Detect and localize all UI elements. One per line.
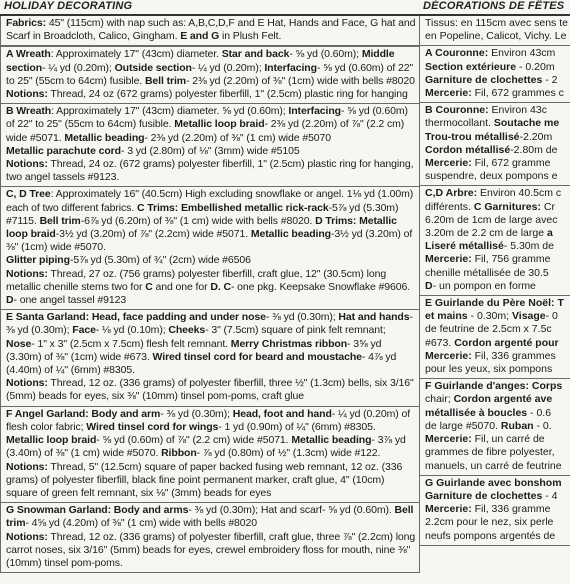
text: grammes de fibre polyester, xyxy=(425,446,555,459)
fr-line xyxy=(425,227,570,240)
text: Garniture de clochettes xyxy=(425,73,543,86)
text: Hat and hands xyxy=(338,311,410,324)
fr-line xyxy=(425,267,570,280)
notions-label: Notions: xyxy=(6,377,48,390)
text: Mercerie: xyxy=(425,349,472,362)
text: - 5.30m de xyxy=(503,240,554,253)
text: Fil, 672 gramme xyxy=(471,157,551,170)
text: 3.20m de 2.2 cm de large xyxy=(425,227,547,240)
text: Cordon argenté ave xyxy=(453,393,553,406)
text: D Trims: Metallic loop braid xyxy=(6,214,397,241)
fr-line xyxy=(425,516,570,529)
text: - 3⅞ yd (3.40m) of ⅜" (1 cm) wide #5070. xyxy=(6,434,406,460)
text: Environ 40.5cm c xyxy=(477,187,562,200)
text: - 3⅝ yd (3.30m) of ⅜" (1cm) wide #673. xyxy=(6,337,382,363)
text: - 4 xyxy=(542,489,558,502)
fr-block-b xyxy=(419,103,570,186)
fr-line xyxy=(425,350,570,363)
notions-text: Thread, 12 oz. (336 grams) of polyester fiberfill, craft glue, three ⅞" (2.2cm) long carrot noses, six 3/16" (5mm) beads for eyes, crewel embroidery floss for mouth, nine ⅜" (10mm) tinsel pom-poms. xyxy=(6,530,416,569)
text: Wired tinsel cord for beard and moustache xyxy=(152,350,362,363)
fr-line xyxy=(425,420,570,433)
text: Ribbon xyxy=(161,447,197,460)
text: Wired tinsel cord for wings xyxy=(86,420,219,433)
fr-line xyxy=(425,144,570,157)
text: Fil, 756 gramme xyxy=(471,253,551,266)
text: Visage xyxy=(511,310,546,323)
text: Liseré métallisé xyxy=(425,240,504,253)
text: et mains xyxy=(425,310,468,323)
text: Bell trim xyxy=(6,504,414,530)
text: Middle section xyxy=(6,48,395,74)
text: : Approximately 16" (40.5cm) High excluding snowflake or angel. 1⅛ yd (1.00m) each of two different fabrics. xyxy=(6,188,414,214)
text: - 2 xyxy=(542,73,558,86)
text: neufs pompons argentés de xyxy=(425,529,556,542)
fr-line xyxy=(425,297,570,310)
fr-line xyxy=(425,323,570,336)
fr-block-c xyxy=(419,186,570,296)
text: 6.20m de 1cm de large avec xyxy=(425,213,558,226)
text: - 4⅞ yd (4.40m) of ¼" (6mm) #8305. xyxy=(6,350,397,377)
text: - ¼ yd (0.20m) of flesh color fabric; xyxy=(6,407,411,433)
text: Thread, 27 oz. (756 grams) polyester fiberfill, craft glue, 12" (30.5cm) long metallic chenille stems two for xyxy=(6,267,387,293)
notions-text: Thread, 12 oz. (336 grams) of polyester fiberfill, three ½" (1.3cm) bells, six 3/16" (5mm) beads for eyes, six ⅜" (10mm) tinsel pom-poms, craft glue xyxy=(6,377,414,403)
text: D xyxy=(6,294,14,307)
notions-text: Thread, 5" (12.5cm) square of paper backed fusing web remnant, 12 oz. (336 grams) of polyester fiberfill, black fine point permanent marker, craft glue, 4" (10cm) square of green felt remnant, six ⅛" (3mm) beads for eyes xyxy=(6,460,403,499)
text: Fil, un carré de xyxy=(471,433,545,446)
text: Environ 43cm xyxy=(488,47,556,60)
fr-line xyxy=(425,104,570,117)
fr-line xyxy=(425,380,570,393)
fr-block-g xyxy=(419,476,570,546)
text: Mercerie: xyxy=(425,253,472,266)
fr-line xyxy=(425,87,570,100)
fr-line xyxy=(425,530,570,543)
fabrics-bold: E and G xyxy=(177,30,220,43)
text: Section extérieure xyxy=(425,60,517,73)
wreath-b-block xyxy=(0,104,420,187)
text: - ⅝ yd (0.60m); xyxy=(289,48,362,61)
notions-text: Thread, 24 oz. (672 grams) polyester fiberfill, 1" (2.5cm) plastic ring for hanging, two angel tassels #9123. xyxy=(6,158,414,184)
text: Mercerie: xyxy=(425,433,472,446)
fr-line xyxy=(425,393,570,406)
text: Star and back xyxy=(221,48,290,61)
fr-line xyxy=(425,170,570,183)
wreath-b-title: B Wreath xyxy=(6,105,52,118)
text: Metallic beading xyxy=(250,228,331,241)
text: différents. xyxy=(425,200,474,213)
text: - ⅞ yd (0.80m) of ½" (1.3cm) wide #122. xyxy=(196,447,381,460)
text: - ⅝ yd (0.60m) of 22" to 25" (55cm to 64cm) fusible. xyxy=(6,105,408,131)
fr-block-e xyxy=(419,296,570,379)
text: Soutache me xyxy=(493,117,560,130)
text: - 2⅜ yd (2.20m) of ⅜" (1 cm) wide #5070 xyxy=(144,131,332,144)
text: Cordon argenté pour xyxy=(454,336,559,349)
fr-line xyxy=(425,407,570,420)
text: - 0.30m; xyxy=(467,310,512,323)
tree-cd-block xyxy=(0,187,420,310)
text: -3½ yd (3.20m) of ⅞" (2.2cm) wide #5071. xyxy=(55,228,251,241)
fabrics-text: 45" (115cm) with nap such as: A,B,C,D,F and E Hat, Hands and Face, G hat and Scarf in Broadcloth, Calico, Gingham. xyxy=(6,17,416,43)
text: -2.80m de xyxy=(510,143,558,156)
text: Head, foot and hand xyxy=(232,407,332,420)
text: Trou-trou métallisé xyxy=(425,130,520,143)
text: - ⅛ yd (0.10m); xyxy=(95,324,169,337)
text: - 1" x 3" (2.5cm x 7.5cm) flesh felt remnant. xyxy=(31,337,231,350)
french-column xyxy=(419,0,570,584)
tree-title: C, D Tree xyxy=(6,188,51,201)
text: Bell trim xyxy=(144,74,187,87)
text: - 0 xyxy=(545,310,558,323)
text: -3½ yd (3.20m) of ⅜" (1cm) wide #5070. xyxy=(6,228,413,254)
text: Face xyxy=(72,324,96,337)
fr-line xyxy=(425,433,570,446)
wreath-a-block xyxy=(0,46,420,104)
text: manuels, un carré de feutrine xyxy=(425,459,562,472)
fr-line xyxy=(425,446,570,459)
text: - ⅜ yd (0.30m); xyxy=(160,407,233,420)
fabrics-label: Fabrics: xyxy=(6,17,47,29)
text: Cheeks xyxy=(168,324,206,337)
text: Outside section xyxy=(114,61,192,74)
text: - 4⅝ yd (4.20m) of ⅜" (1 cm) wide with bells #8020 xyxy=(25,517,258,530)
text: Fil, 336 gramme xyxy=(471,503,551,516)
tissus-block xyxy=(419,16,570,46)
section-header: HOLIDAY DECORATING xyxy=(4,0,133,12)
text: F Guirlande d'anges: Corps xyxy=(425,380,563,393)
text: - ⅜ yd (0.30m); xyxy=(265,311,339,324)
text: Metallic parachute cord xyxy=(6,144,121,157)
text: B Couronne: xyxy=(425,104,489,117)
notions-text: Thread, 24 oz (672 grams) polyester fiberfill, 1" (2.5cm) plastic ring for hanging xyxy=(47,88,408,101)
notions-label: Notions: xyxy=(6,460,48,473)
text: Mercerie: xyxy=(425,157,472,170)
notions-label: Notions: xyxy=(6,88,48,101)
text: a xyxy=(547,227,553,240)
notions-label: Notions: xyxy=(6,158,48,171)
angel-title: F Angel Garland: Body and arm xyxy=(6,407,161,420)
text: D xyxy=(425,279,433,292)
text: Mercerie: xyxy=(425,87,472,100)
text: Metallic loop braid xyxy=(174,118,265,131)
snowman-title: G Snowman Garland: Body and arms xyxy=(6,504,189,517)
notions-label: Notions: xyxy=(6,267,48,280)
text: - 2⅜ yd (2.20m) of ⅞" (2.2 cm) wide #5071. xyxy=(6,118,405,144)
text: -2.20m xyxy=(519,130,553,143)
fr-line xyxy=(425,337,570,350)
text: métallisée à boucles xyxy=(425,406,528,419)
section-header-fr: DÉCORATIONS DE FÊTES xyxy=(423,0,565,12)
text: Interfacing xyxy=(264,61,317,74)
text: - one angel tassel #9123 xyxy=(13,294,127,307)
text: - 0.6 xyxy=(527,406,552,419)
text: thermocollant. xyxy=(425,117,494,130)
text: #673. xyxy=(425,336,455,349)
fr-line xyxy=(425,477,570,490)
fr-block-f xyxy=(419,379,570,475)
text: G Guirlande avec bonshom xyxy=(425,476,562,489)
text: - ¼ yd (0.20m); xyxy=(42,61,115,74)
text: : Approximately 17" (43cm) diameter. xyxy=(50,48,222,61)
snowman-garland-block xyxy=(0,503,420,573)
text: - 3" (7.5cm) square of pink felt remnant; xyxy=(205,324,386,337)
text: - ⅜ yd (0.30m); Hat and scarf- ⅝ yd (0.60m). xyxy=(188,504,395,517)
text: Nose xyxy=(6,337,32,350)
fr-line xyxy=(425,490,570,503)
fr-block-a xyxy=(419,46,570,103)
fr-line xyxy=(425,74,570,87)
fr-line xyxy=(425,214,570,227)
text: E Guirlande du Père Noël: T xyxy=(425,297,564,310)
text: - 0.20m xyxy=(516,60,555,73)
santa-title: E Santa Garland: Head, face padding and under nose xyxy=(6,311,266,324)
text: - ¼ yd (0.20m); xyxy=(191,61,265,74)
text: and one for xyxy=(152,280,211,293)
text: -5⅞ yd (5.30m) #7115. xyxy=(6,201,399,227)
text: Fil, 672 grammes c xyxy=(471,87,564,100)
text: : Approximately 17" (43cm) diameter. ⅝ yd (0.60m); xyxy=(51,105,289,118)
fabrics-tail: in Plush Felt. xyxy=(219,30,282,43)
text: de large #5070. xyxy=(425,419,501,432)
text: Merry Christmas ribbon xyxy=(230,337,348,350)
fr-line xyxy=(425,61,570,74)
text: - ⅝ yd (0.60m) of 22" to 25" (55cm to 64cm) fusible. xyxy=(6,61,414,87)
text: Metallic beading xyxy=(64,131,145,144)
text: - un pompon en forme xyxy=(432,279,536,292)
text: - 1 yd (0.90m) of ¼" (6mm) #8305. xyxy=(218,420,376,433)
text: Metallic loop braid xyxy=(6,434,97,447)
angel-garland-block xyxy=(0,407,420,503)
fr-line xyxy=(425,201,570,214)
text: C xyxy=(145,280,153,293)
text: Mercerie: xyxy=(425,503,472,516)
text: -5⅞ yd (5.30m) of ¾" (2cm) wide #6506 xyxy=(69,254,251,267)
text: Cr xyxy=(540,200,555,213)
text: C,D Arbre: xyxy=(425,187,478,200)
fr-line xyxy=(425,47,570,60)
text: - 0. xyxy=(533,419,552,432)
santa-garland-block xyxy=(0,310,420,406)
fr-line xyxy=(425,157,570,170)
text: chenille métallisée de 30.5 xyxy=(425,266,549,279)
text: A Couronne: xyxy=(425,47,489,60)
text: -6⅞ yd (6.20m) of ⅜" (1 cm) wide with bells #8020. xyxy=(80,214,316,227)
fr-line xyxy=(425,310,570,323)
text: Tissus: en 115cm avec sens te xyxy=(425,17,568,29)
text: de feutrine de 2.5cm x 7.5c xyxy=(425,323,552,336)
text: Cordon métallisé xyxy=(425,143,511,156)
fr-line xyxy=(425,363,570,376)
fr-line xyxy=(425,503,570,516)
fabrics-block xyxy=(0,16,420,46)
fr-line xyxy=(425,131,570,144)
text: - 2⅜ yd (2.20m) of ⅜" (1cm) wide with bells #8020 xyxy=(186,74,415,87)
text: D. C xyxy=(210,280,231,293)
text: - ⅝ yd (0.60m) of ⅞" (2.2 cm) wide #5071. xyxy=(96,434,292,447)
text: pour les yeux, six pompons xyxy=(425,363,553,376)
text: Environ 43c xyxy=(488,104,547,117)
text: Garniture de clochettes xyxy=(425,489,543,502)
fr-line xyxy=(425,240,570,253)
text: Bell trim xyxy=(39,214,81,227)
fr-line xyxy=(425,280,570,293)
text: - ⅜ yd (0.30m); xyxy=(6,311,413,337)
text: C Garnitures: xyxy=(473,200,541,213)
text: C Trims: Embellished metallic rick-rack xyxy=(136,201,329,214)
text: Glitter piping xyxy=(6,254,70,267)
text: Ruban xyxy=(500,419,534,432)
text: 2.2cm pour le nez, six perle xyxy=(425,516,554,529)
fr-line xyxy=(425,460,570,473)
fr-line xyxy=(425,187,570,200)
text: suspendre, deux pompons e xyxy=(425,170,558,183)
text: - 3 yd (2.80m) of ⅛" (3mm) wide #5105 xyxy=(121,144,300,157)
text: Fil, 336 grammes xyxy=(471,349,556,362)
text: - one pkg. Keepsake Snowflake #9606. xyxy=(230,280,411,293)
notions-label: Notions: xyxy=(6,530,48,543)
wreath-a-title: A Wreath xyxy=(6,48,51,61)
fr-line xyxy=(425,253,570,266)
text: Metallic beading xyxy=(291,434,372,447)
text: chair; xyxy=(425,393,454,406)
text: en Popeline, Calicot, Vichy. Le xyxy=(425,30,567,43)
fr-line xyxy=(425,117,570,130)
text: Interfacing xyxy=(288,105,341,118)
